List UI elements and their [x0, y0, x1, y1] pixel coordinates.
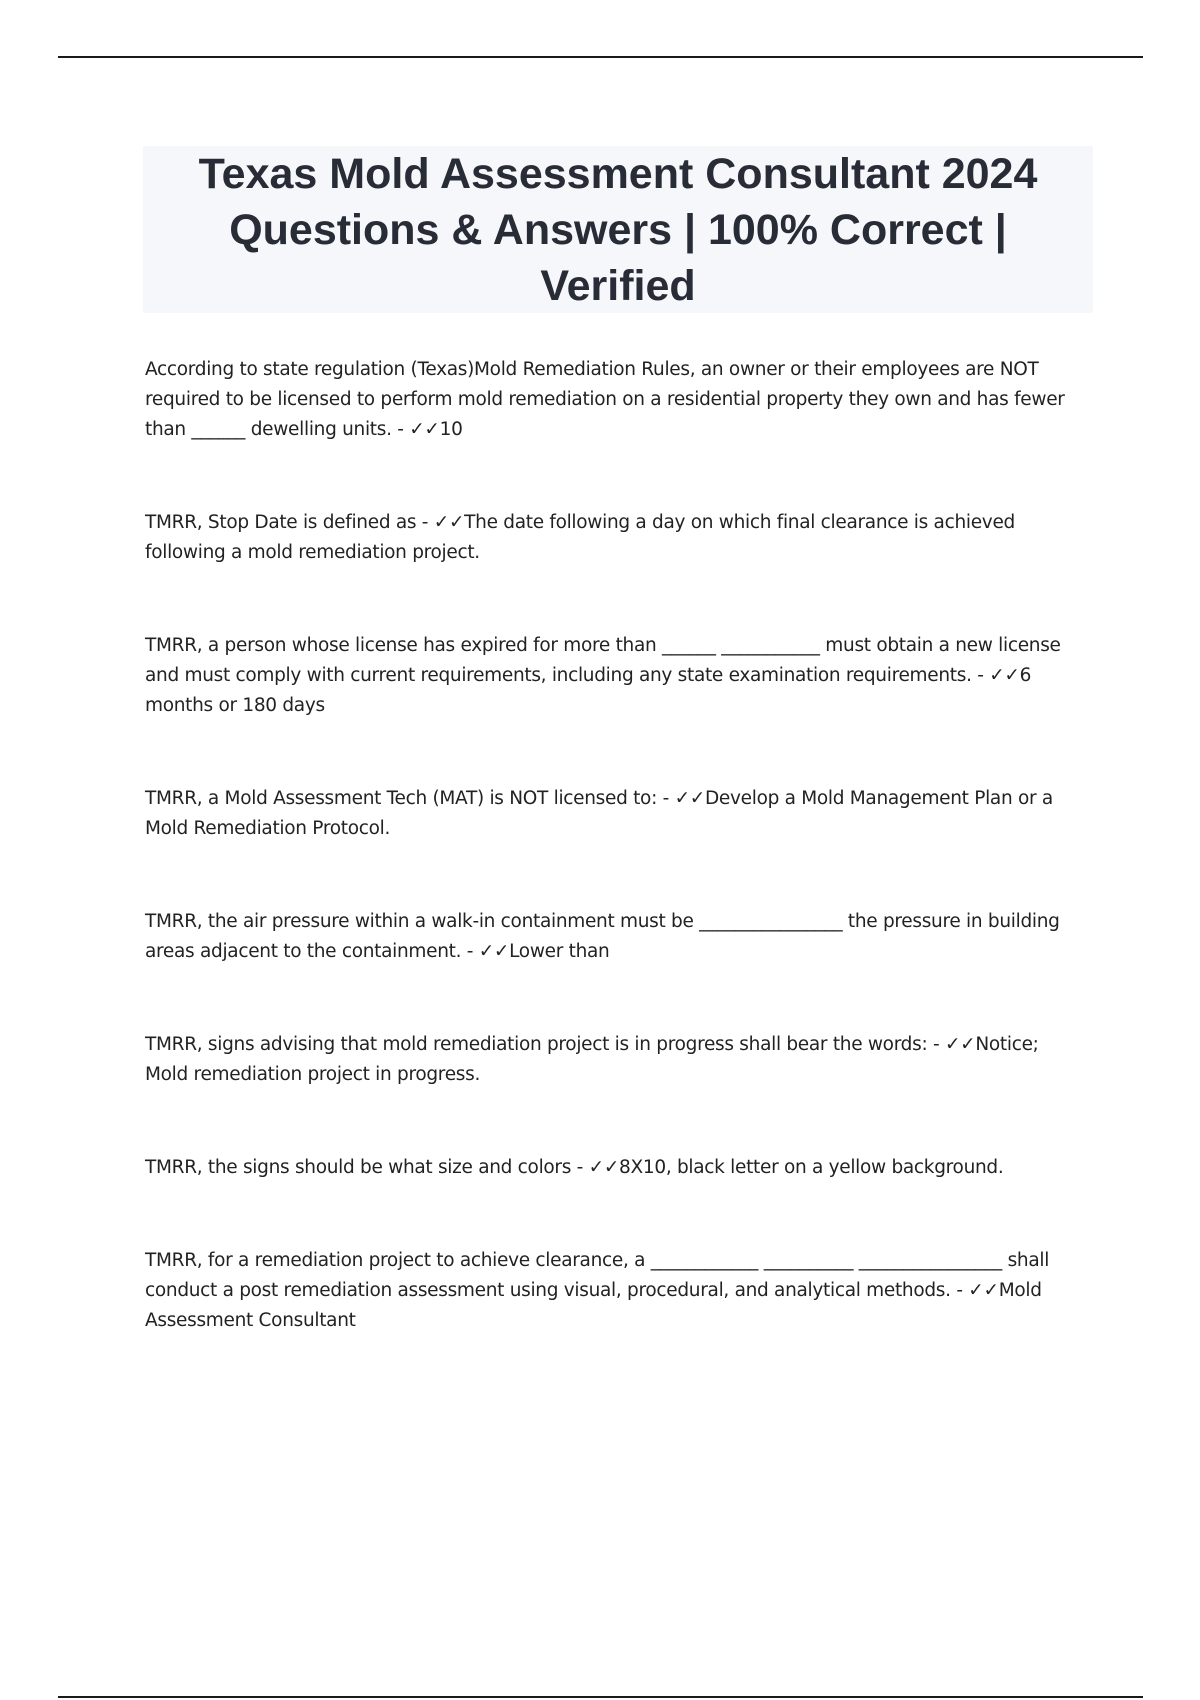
question-text: TMRR, Stop Date is defined as	[145, 512, 417, 533]
qa-item: TMRR, the signs should be what size and colors - ✓✓8X10, black letter on a yellow background.	[145, 1157, 1004, 1178]
question-text: According to state regulation (Texas)Mold Remediation Rules, an owner or their employees are NOT required to be licensed to perform mold remediation on a residential property they own and has fewer than ______ dewelling units.	[145, 359, 1065, 440]
question-text: TMRR, a person whose license has expired for more than ______ ___________ must obtain a new license and must comply with current requirements, including any state examination requirements.	[145, 635, 1061, 686]
answer-text: Develop a Mold Management Plan or a Mold Remediation Protocol.	[145, 788, 1053, 839]
qa-list	[145, 355, 1080, 1336]
double-check-icon: ✓✓	[433, 512, 465, 533]
answer-text: 8X10, black letter on a yellow background.	[619, 1157, 1004, 1178]
bottom-rule	[58, 1696, 1143, 1698]
double-check-icon: ✓✓	[674, 788, 705, 809]
double-check-icon: ✓✓	[968, 1280, 999, 1301]
answer-text: Mold Assessment Consultant	[145, 1280, 1042, 1331]
answer-text: The date following a day on which final clearance is achieved following a mold remediation project.	[145, 512, 1015, 563]
qa-item: TMRR, for a remediation project to achieve clearance, a ____________ __________ ________________ shall conduct a post remediation assessment using visual, procedural, and analytical methods. - ✓✓Mold Assessment Consultant	[145, 1250, 1050, 1331]
qa-item: TMRR, the air pressure within a walk-in containment must be ________________ the pressure in building areas adjacent to the containment. - ✓✓Lower than	[145, 911, 1060, 962]
double-check-icon: ✓✓	[409, 419, 440, 440]
answer-text: 6 months or 180 days	[145, 665, 1032, 716]
qa-item: TMRR, signs advising that mold remediation project is in progress shall bear the words: - ✓✓Notice; Mold remediation project in progress.	[145, 1034, 1039, 1085]
double-check-icon: ✓✓	[478, 941, 510, 962]
question-text: TMRR, for a remediation project to achieve clearance, a ____________ __________ ________________ shall conduct a post remediation assessment using visual, procedural, and analytical methods.	[145, 1250, 1050, 1301]
title-banner	[143, 146, 1093, 313]
answer-text: 10	[439, 419, 463, 440]
answer-text: Notice; Mold remediation project in progress.	[145, 1034, 1039, 1085]
double-check-icon: ✓✓	[944, 1034, 976, 1055]
qa-item: TMRR, Stop Date is defined as - ✓✓The date following a day on which final clearance is achieved following a mold remediation project.	[145, 512, 1015, 563]
document-title: Texas Mold Assessment Consultant 2024 Questions & Answers | 100% Correct | Verified	[198, 149, 1038, 310]
question-text: TMRR, the signs should be what size and colors	[145, 1157, 572, 1178]
question-text: TMRR, signs advising that mold remediation project is in progress shall bear the words:	[145, 1034, 928, 1055]
question-text: TMRR, the air pressure within a walk-in containment must be ________________ the pressure in building areas adjacent to the containment.	[145, 911, 1060, 962]
answer-text: Lower than	[509, 941, 610, 962]
top-rule	[58, 56, 1143, 58]
question-text: TMRR, a Mold Assessment Tech (MAT) is NOT licensed to:	[145, 788, 658, 809]
qa-item: According to state regulation (Texas)Mold Remediation Rules, an owner or their employees are NOT required to be licensed to perform mold remediation on a residential property they own and has fewer than ______ dewelling units. - ✓✓10	[145, 359, 1065, 440]
qa-item: TMRR, a person whose license has expired for more than ______ ___________ must obtain a new license and must comply with current requirements, including any state examination requirements. - ✓✓6 months or 180 days	[145, 635, 1061, 716]
double-check-icon: ✓✓	[588, 1157, 620, 1178]
double-check-icon: ✓✓	[989, 665, 1020, 686]
qa-item: TMRR, a Mold Assessment Tech (MAT) is NOT licensed to: - ✓✓Develop a Mold Management Plan or a Mold Remediation Protocol.	[145, 788, 1053, 839]
